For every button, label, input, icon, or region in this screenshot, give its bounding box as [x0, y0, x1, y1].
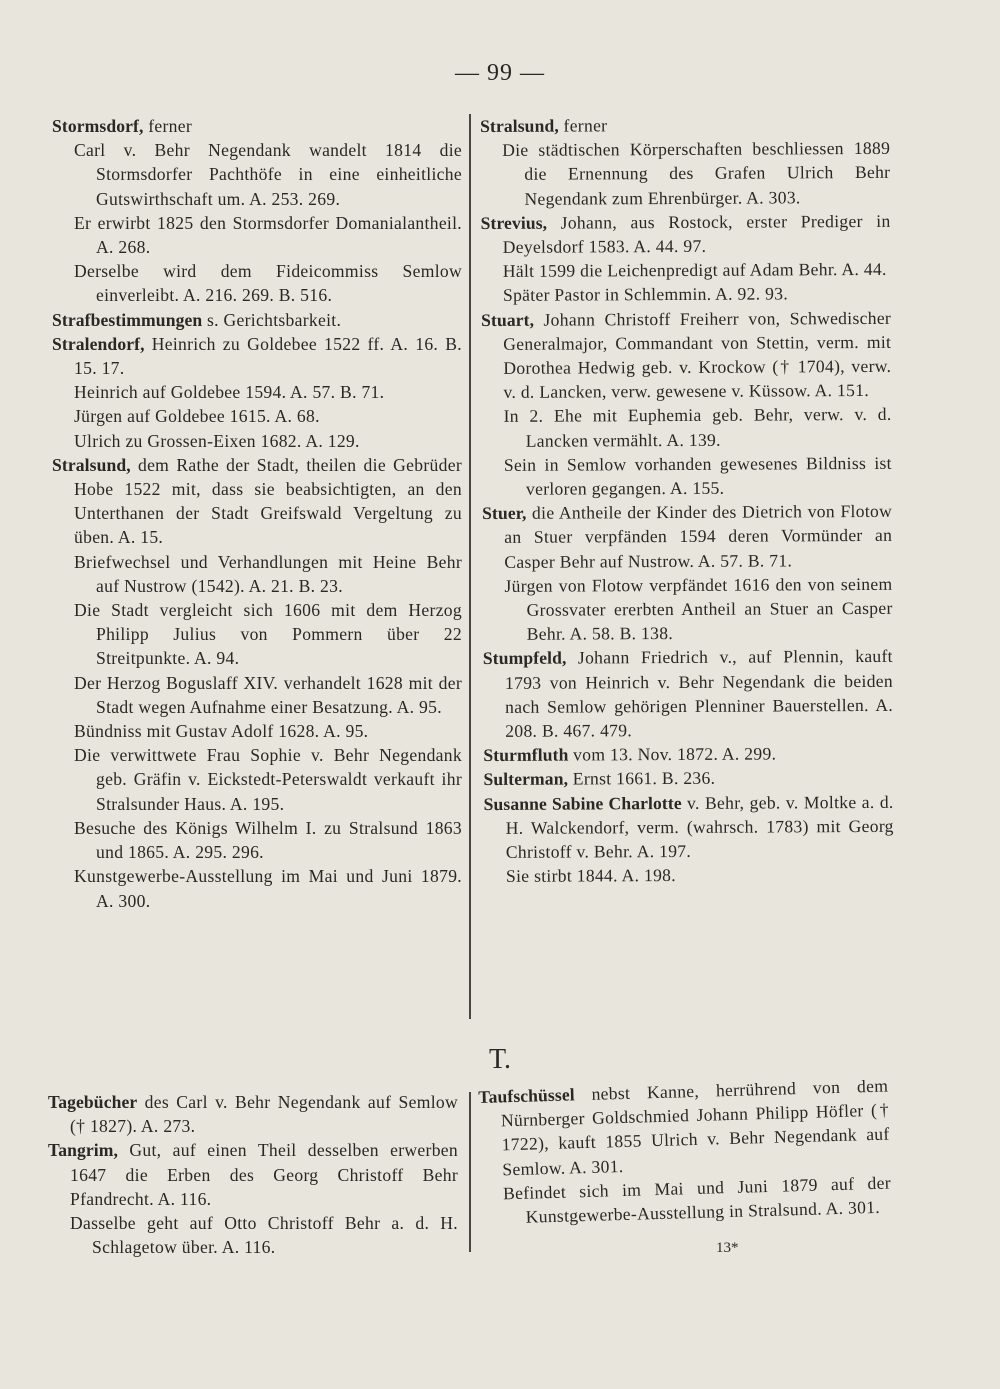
index-entry-text: vom 13. Nov. 1872. A. 299.	[568, 743, 777, 765]
index-headword: Stralsund,	[52, 454, 131, 475]
index-entry	[52, 308, 462, 332]
index-entry	[481, 209, 891, 260]
index-subentry: Die verwittwete Frau Sophie v. Behr Negendank geb. Gräfin v. Eickstedt-Peterswaldt verkauft ihr Stralsunder Haus. A. 195.	[74, 745, 462, 814]
index-subentry: Jürgen von Flotow verpfändet 1616 den von seinem Grossvater ererbten Antheil an Stuer an Casper Behr. A. 58. B. 138.	[504, 573, 893, 645]
column-divider	[469, 1092, 471, 1252]
index-headword: Stumpfeld,	[482, 648, 567, 669]
index-entry-text: des Carl v. Behr Negendank auf Semlow († 1827). A. 273.	[70, 1092, 458, 1137]
index-headword: Stralendorf,	[52, 333, 145, 354]
index-entry	[48, 1090, 458, 1138]
index-subentry: Befindet sich im Mai und Juni 1879 auf der Kunstgewerbe-Ausstellung in Stralsund. A. 301.	[502, 1172, 892, 1227]
index-entry	[52, 332, 462, 380]
index-subentry: Die Stadt vergleicht sich 1606 mit dem Herzog Philipp Julius von Pommern über 22 Streitpunkte. A. 94.	[74, 600, 462, 669]
index-subentry: Ulrich zu Grossen-Eixen 1682. A. 129.	[74, 430, 360, 451]
index-entry-text: die Antheile der Kinder des Dietrich von Flotow an Stuer verpfänden 1594 deren Vormünder an Casper Behr auf Nustrow. A. 57. B. 71.	[504, 501, 893, 572]
index-column-right-t	[478, 1074, 892, 1231]
index-entry-text: dem Rathe der Stadt, theilen die Gebrüder Hobe 1522 mit, dass sie beabsichtigten, an den Unterthanen der Stadt Greifswald Vergeltung zu üben. A. 15.	[74, 454, 462, 548]
index-entry-text: Johann Friedrich v., auf Plennin, kauft 1793 von Heinrich v. Behr Negendank die beiden nach Semlow gehörigen Plenniner Bauerstellen. A. 208. B. 467. 479.	[504, 646, 894, 741]
index-entry	[482, 499, 892, 574]
index-entry-text: Johann, aus Rostock, erster Prediger in Deyelsdorf 1583. A. 44. 97.	[502, 210, 891, 257]
index-headword: Strafbestimmungen	[52, 309, 203, 330]
index-headword: Stormsdorf,	[52, 116, 144, 136]
index-headword: Stralsund,	[480, 115, 559, 136]
index-entry-text: ferner	[558, 115, 608, 136]
index-entry	[478, 1074, 891, 1182]
index-headword: Stuart,	[481, 309, 535, 330]
index-entry-text: nebst Kanne, herrührend von dem Nürnberger Goldschmied Johann Philipp Höfler († 1722), kauft 1855 Ulrich v. Behr Negendank auf Semlow. A. 301.	[500, 1075, 890, 1179]
index-subentry: Besuche des Königs Wilhelm I. zu Stralsund 1863 und 1865. A. 295. 296.	[74, 817, 462, 863]
section-letter: T.	[488, 1044, 512, 1075]
index-subentry: Sie stirbt 1844. A. 198.	[505, 865, 676, 887]
index-subentry: Er erwirbt 1825 den Stormsdorfer Domanialantheil. A. 268.	[74, 212, 462, 258]
index-entry-text: ferner	[143, 116, 192, 136]
index-headword: Strevius,	[480, 212, 548, 233]
index-subentry: Später Pastor in Schlemmin. A. 92. 93.	[502, 283, 789, 306]
index-entry-text: s. Gerichtsbarkeit.	[202, 309, 342, 330]
index-entry	[52, 114, 462, 138]
index-subentry: Sein in Semlow vorhanden gewesenes Bildniss ist verloren gegangen. A. 155.	[503, 452, 892, 499]
index-headword: Sturmfluth	[483, 744, 569, 766]
index-subentry: Dasselbe geht auf Otto Christoff Behr a. d. H. Schlagetow über. A. 116.	[70, 1213, 458, 1258]
index-subentry: Heinrich auf Goldebee 1594. A. 57. B. 71.	[74, 382, 385, 403]
index-subentry: Bündniss mit Gustav Adolf 1628. A. 95.	[74, 721, 369, 742]
index-entry	[483, 741, 893, 767]
page-number: — 99 —	[455, 60, 545, 86]
column-divider	[469, 114, 471, 1019]
index-entry	[52, 453, 462, 550]
index-entry	[480, 112, 890, 138]
index-subentry: Derselbe wird dem Fideicommiss Semlow einverleibt. A. 216. 269. B. 516.	[74, 261, 462, 306]
index-subentry: Jürgen auf Goldebee 1615. A. 68.	[74, 406, 320, 427]
index-headword: Taufschüssel	[478, 1084, 575, 1107]
index-entry-text: Johann Christoff Freiherr von, Schwedischer Generalmajor, Commandant von Stettin, verm. mit Dorothea Hedwig geb. v. Krockow († 1704), verw. v. d. Lancken, verw. gewesene v. Küssow. A. 151.	[503, 307, 892, 403]
index-subentry: Der Herzog Boguslaff XIV. verhandelt 1628 mit der Stadt wegen Aufnahme einer Besatzung. A. 95.	[74, 672, 462, 717]
index-headword: Tagebücher	[48, 1092, 138, 1112]
index-subentry: Briefwechsel und Verhandlungen mit Heine Behr auf Nustrow (1542). A. 21. B. 23.	[74, 551, 462, 596]
index-entry	[483, 765, 893, 791]
index-subentry: In 2. Ehe mit Euphemia geb. Behr, verw. v. d. Lancken vermählt. A. 139.	[503, 404, 892, 451]
index-subentry: Kunstgewerbe-Ausstellung im Mai und Juni 1879. A. 300.	[74, 866, 462, 911]
index-entry	[484, 790, 894, 865]
index-entry-text: Gut, auf einen Theil desselben erwerben 1647 die Erben des Georg Christoff Behr Pfandrecht. A. 116.	[70, 1140, 458, 1209]
index-column-right-s	[480, 112, 894, 889]
index-entry-text: v. Behr, geb. v. Moltke a. d. H. Walckendorf, verm. (wahrsch. 1783) mit Georg Christoff v. Behr. A. 197.	[505, 791, 894, 862]
index-entry-text: Ernst 1661. B. 236.	[568, 768, 716, 790]
index-entry	[481, 305, 892, 404]
index-subentry: Carl v. Behr Negendank wandelt 1814 die Stormsdorfer Pachthöfe in eine einheitliche Gutswirthschaft um. A. 253. 269.	[74, 140, 462, 209]
index-headword: Stuer,	[482, 503, 527, 524]
index-subentry: Die städtischen Körperschaften beschliessen 1889 die Ernennung des Grafen Ulrich Behr Negendank zum Ehrenbürger. A. 303.	[502, 138, 891, 209]
index-column-left-t	[48, 1090, 458, 1259]
index-column-left-s	[52, 114, 462, 913]
index-headword: Tangrim,	[48, 1140, 119, 1161]
index-headword: Susanne Sabine Charlotte	[483, 792, 682, 814]
printer-signature: 13*	[716, 1240, 739, 1256]
index-entry	[48, 1138, 458, 1211]
index-headword: Sulterman,	[483, 769, 569, 790]
index-subentry: Hält 1599 die Leichenpredigt auf Adam Behr. A. 44.	[502, 259, 887, 282]
index-entry	[483, 644, 894, 743]
index-entry-text: Heinrich zu Goldebee 1522 ff. A. 16. B. 15. 17.	[74, 333, 462, 379]
